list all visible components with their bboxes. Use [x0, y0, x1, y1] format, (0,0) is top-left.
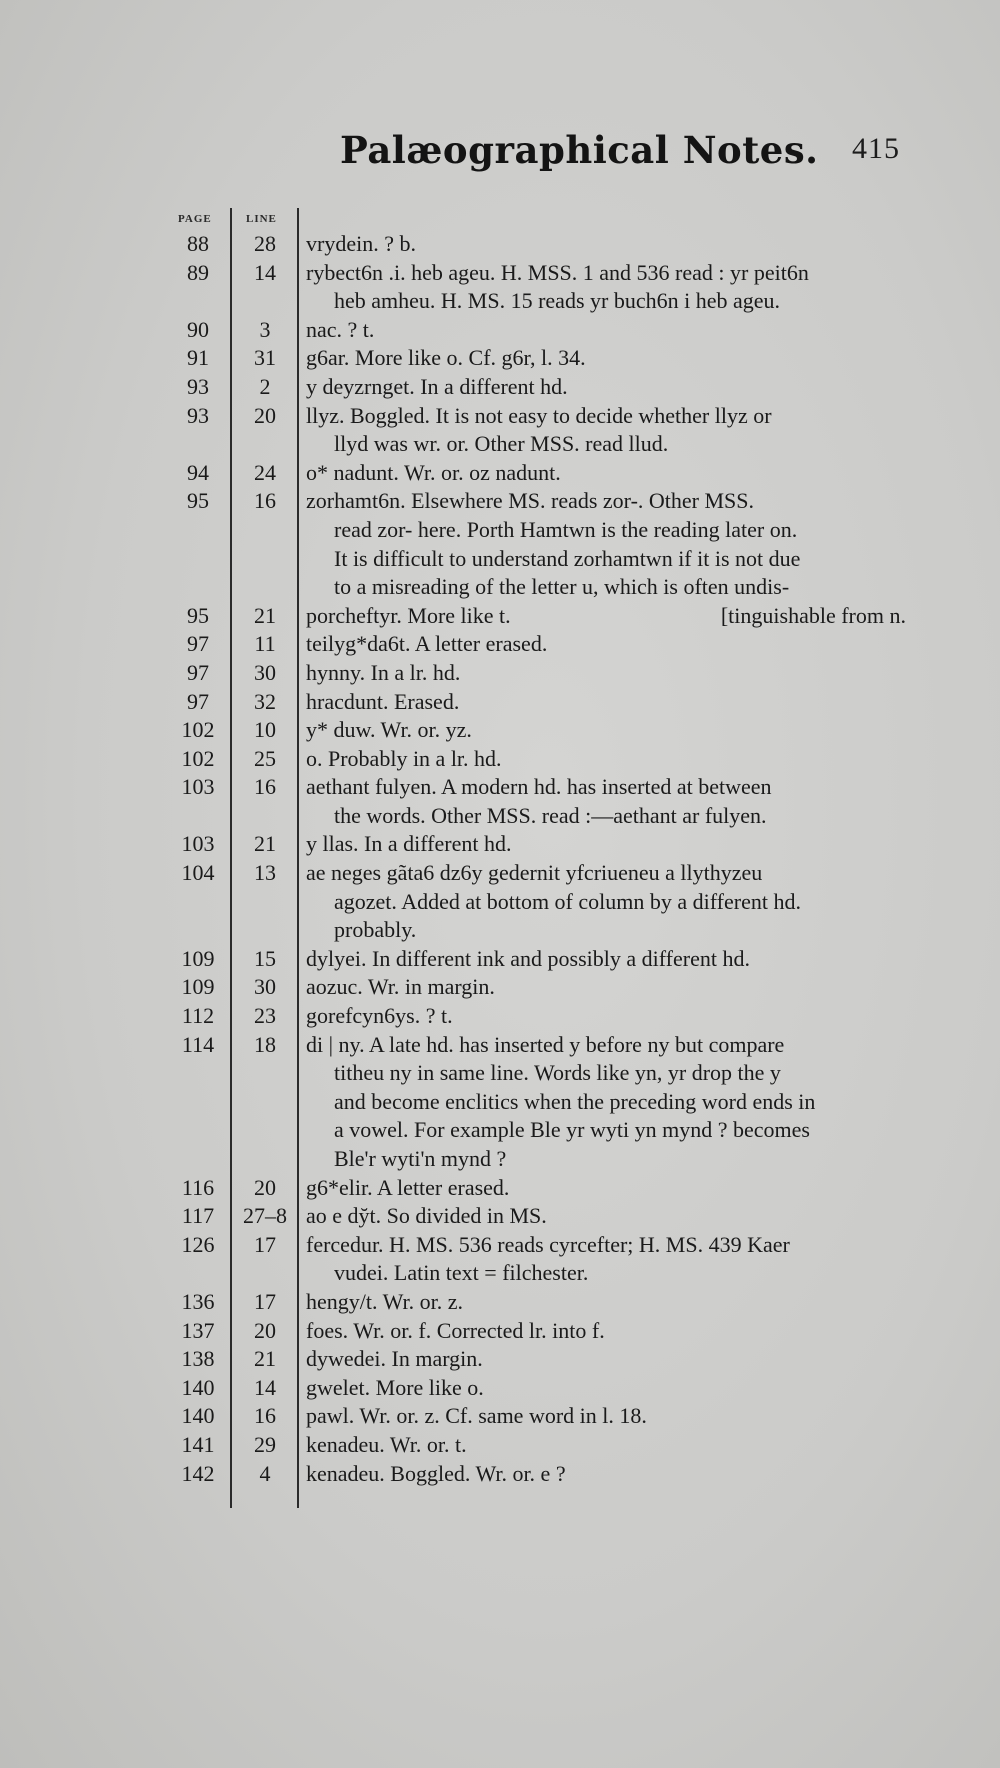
note-text-line: vrydein. ? b.: [306, 231, 416, 256]
note-text-line: g6*elir. A letter erased.: [306, 1174, 510, 1200]
line-ref: 18: [254, 1031, 276, 1057]
note-text-line: hynny. In a lr. hd.: [306, 659, 461, 685]
note-row: [0, 716, 1000, 745]
note-text-line: ao e dy̆t. So divided in MS.: [306, 1203, 547, 1229]
line-ref: 21: [254, 831, 276, 857]
column-header-line: LINE: [246, 213, 277, 225]
note-text: [306, 1288, 906, 1317]
page-ref: 90: [187, 316, 209, 342]
line-ref: 16: [254, 1403, 276, 1429]
page-ref: 97: [187, 688, 209, 714]
note-row: [0, 230, 1000, 259]
line-ref: 32: [254, 688, 276, 714]
page-ref: 91: [187, 345, 209, 371]
note-text-line: aozuc. Wr. in margin.: [306, 974, 495, 1000]
note-row: [0, 487, 1000, 601]
line-ref: 29: [254, 1431, 276, 1457]
page-ref: 94: [187, 459, 209, 485]
note-text-line: y llas. In a different hd.: [306, 831, 512, 857]
page-ref: 93: [187, 402, 209, 428]
page-ref: 97: [187, 631, 209, 657]
line-ref: 17: [254, 1288, 276, 1314]
note-text: [306, 716, 906, 745]
line-ref: 31: [254, 345, 276, 371]
page-ref: 117: [181, 1203, 215, 1229]
note-text: [306, 1202, 906, 1231]
page-ref: 140: [181, 1374, 215, 1400]
note-text-line: Ble'r wyti'n mynd ?: [334, 1146, 507, 1171]
note-text-line: y* duw. Wr. or. yz.: [306, 717, 472, 743]
note-row: [0, 1431, 1000, 1460]
line-ref: 25: [254, 745, 276, 771]
note-row: [0, 1402, 1000, 1431]
note-text-line: probably.: [334, 917, 417, 943]
note-text-line: the words. Other MSS. read :—aethant ar fulyen.: [334, 802, 767, 828]
line-ref: 17: [254, 1231, 276, 1257]
note-row: [0, 1031, 1000, 1174]
line-ref: 28: [254, 231, 276, 256]
note-text-line: ae neges gãta6 dz6y gedernit yfcriueneu a llythyzeu: [306, 860, 763, 886]
note-text-line: llyd was wr. or. Other MSS. read llud.: [334, 431, 669, 457]
page-ref: 142: [181, 1460, 215, 1486]
line-ref: 15: [254, 945, 276, 971]
page-ref: 95: [187, 488, 209, 514]
note-text-line: a vowel. For example Ble yr wyti yn mynd ? becomes: [334, 1117, 810, 1143]
line-ref: 14: [254, 1374, 276, 1400]
note-row: [0, 1317, 1000, 1346]
note-text: [306, 973, 906, 1002]
note-text: [306, 1174, 906, 1203]
note-text: [306, 688, 906, 717]
line-ref: 2: [259, 373, 271, 399]
line-ref: 30: [254, 974, 276, 1000]
note-row: [0, 1174, 1000, 1203]
note-text: [306, 1402, 906, 1431]
note-text: [306, 1431, 906, 1460]
page-ref: 141: [181, 1431, 215, 1457]
line-ref: 27–8: [243, 1203, 287, 1229]
page-ref: 93: [187, 373, 209, 399]
note-row: [0, 402, 1000, 459]
note-text: [306, 316, 906, 345]
note-text-line: read zor- here. Porth Hamtwn is the reading later on.: [334, 516, 798, 542]
note-row: [0, 1374, 1000, 1403]
note-text: [306, 373, 906, 402]
line-ref: 20: [254, 1174, 276, 1200]
note-text: [306, 230, 906, 259]
notes-table: [0, 230, 1000, 1488]
line-ref: 21: [254, 1346, 276, 1372]
note-row: [0, 259, 1000, 316]
note-text-line: zorhamt6n. Elsewhere MS. reads zor-. Other MSS.: [306, 488, 755, 514]
note-text-line: dywedei. In margin.: [306, 1346, 483, 1372]
page-ref: 102: [181, 717, 215, 743]
note-row: [0, 373, 1000, 402]
note-text: [306, 859, 906, 945]
note-text: [306, 602, 906, 631]
line-ref: 20: [254, 402, 276, 428]
note-text-line: llyz. Boggled. It is not easy to decide whether llyz or: [306, 402, 772, 428]
note-text-line: di | ny. A late hd. has inserted y before ny but compare: [306, 1031, 785, 1057]
note-row: [0, 773, 1000, 830]
note-text-line: porcheftyr. More like t.: [306, 602, 511, 628]
page-header: [0, 128, 1000, 188]
note-text-line: kenadeu. Wr. or. t.: [306, 1431, 467, 1457]
line-ref: 10: [254, 717, 276, 743]
page-number: 415: [852, 132, 900, 165]
note-text: [306, 344, 906, 373]
note-row: [0, 1002, 1000, 1031]
line-ref: 21: [254, 602, 276, 628]
note-row: [0, 945, 1000, 974]
note-text-line: pawl. Wr. or. z. Cf. same word in l. 18.: [306, 1403, 647, 1429]
page-ref: 126: [181, 1231, 215, 1257]
note-row: [0, 688, 1000, 717]
note-text-line: titheu ny in same line. Words like yn, yr drop the y: [334, 1060, 781, 1086]
note-text-line: o* nadunt. Wr. or. oz nadunt.: [306, 459, 561, 485]
line-ref: 14: [254, 259, 276, 285]
note-row: [0, 973, 1000, 1002]
note-row: [0, 745, 1000, 774]
note-text: [306, 1317, 906, 1346]
note-row: [0, 659, 1000, 688]
note-text-line: teilyg*da6t. A letter erased.: [306, 631, 548, 657]
note-text: [306, 1231, 906, 1288]
page-ref: 138: [181, 1346, 215, 1372]
note-text: [306, 1345, 906, 1374]
page-ref: 109: [181, 974, 215, 1000]
note-text-line: gwelet. More like o.: [306, 1374, 484, 1400]
note-text: [306, 487, 906, 601]
note-text-line: kenadeu. Boggled. Wr. or. e ?: [306, 1460, 566, 1486]
note-text-line: foes. Wr. or. f. Corrected lr. into f.: [306, 1317, 605, 1343]
note-row: [0, 859, 1000, 945]
note-text-line: [tinguishable from n.: [720, 602, 906, 628]
note-text-line: gorefcyn6ys. ? t.: [306, 1003, 453, 1029]
note-text: [306, 830, 906, 859]
note-text-line: o. Probably in a lr. hd.: [306, 745, 502, 771]
line-ref: 13: [254, 860, 276, 886]
note-row: [0, 344, 1000, 373]
page-ref: 140: [181, 1403, 215, 1429]
note-text: [306, 459, 906, 488]
note-text-line: heb amheu. H. MS. 15 reads yr buch6n i heb ageu.: [334, 288, 781, 314]
note-text-line: fercedur. H. MS. 536 reads cyrcefter; H. MS. 439 Kaer: [306, 1231, 790, 1257]
note-text: [306, 659, 906, 688]
line-ref: 3: [259, 316, 271, 342]
note-text-line: agozet. Added at bottom of column by a different hd.: [334, 888, 801, 914]
note-text-line: and become enclitics when the preceding word ends in: [334, 1088, 816, 1114]
note-row: [0, 1460, 1000, 1489]
note-text: [306, 1460, 906, 1489]
page-ref: 109: [181, 945, 215, 971]
note-row: [0, 830, 1000, 859]
line-ref: 4: [259, 1460, 271, 1486]
note-text: [306, 402, 906, 459]
page-ref: 112: [181, 1003, 215, 1029]
page-ref: 104: [181, 860, 215, 886]
note-text: [306, 1031, 906, 1174]
note-text: [306, 259, 906, 316]
note-row: [0, 630, 1000, 659]
line-ref: 24: [254, 459, 276, 485]
note-text-line: It is difficult to understand zorhamtwn if it is not due: [334, 545, 801, 571]
note-text-line: dylyei. In different ink and possibly a different hd.: [306, 945, 750, 971]
page-ref: 97: [187, 659, 209, 685]
note-row: [0, 1202, 1000, 1231]
note-row: [0, 459, 1000, 488]
note-row: [0, 1345, 1000, 1374]
line-ref: 16: [254, 774, 276, 800]
note-text-line: aethant fulyen. A modern hd. has inserted at between: [306, 774, 772, 800]
note-text-line: nac. ? t.: [306, 316, 375, 342]
page-ref: 88: [187, 231, 209, 256]
note-text: [306, 1002, 906, 1031]
note-row: [0, 1231, 1000, 1288]
page-ref: 95: [187, 602, 209, 628]
note-text-line: rybect6n .i. heb ageu. H. MSS. 1 and 536 read : yr peit6n: [306, 259, 809, 285]
note-text-line: g6ar. More like o. Cf. g6r, l. 34.: [306, 345, 586, 371]
note-text: [306, 745, 906, 774]
page-ref: 136: [181, 1288, 215, 1314]
note-text: [306, 945, 906, 974]
page-ref: 89: [187, 259, 209, 285]
note-row: [0, 1288, 1000, 1317]
column-header-page: PAGE: [178, 213, 212, 225]
page-ref: 102: [181, 745, 215, 771]
note-text: [306, 773, 906, 830]
running-title: Palæographical Notes.: [340, 128, 819, 172]
note-text-line: hengy/t. Wr. or. z.: [306, 1288, 463, 1314]
note-text: [306, 630, 906, 659]
note-text: [306, 1374, 906, 1403]
page-ref: 103: [181, 774, 215, 800]
page-ref: 103: [181, 831, 215, 857]
note-text-line: y deyzrnget. In a different hd.: [306, 373, 568, 399]
line-ref: 30: [254, 659, 276, 685]
note-row: [0, 602, 1000, 631]
note-text-line: hracdunt. Erased.: [306, 688, 460, 714]
page-ref: 116: [181, 1174, 215, 1200]
line-ref: 11: [254, 631, 276, 657]
note-row: [0, 316, 1000, 345]
page-ref: 137: [181, 1317, 215, 1343]
note-text-line: vudei. Latin text = filchester.: [334, 1260, 589, 1286]
note-text-line: to a misreading of the letter u, which is often undis-: [334, 574, 790, 600]
line-ref: 16: [254, 488, 276, 514]
page-ref: 114: [181, 1031, 215, 1057]
line-ref: 20: [254, 1317, 276, 1343]
line-ref: 23: [254, 1003, 276, 1029]
